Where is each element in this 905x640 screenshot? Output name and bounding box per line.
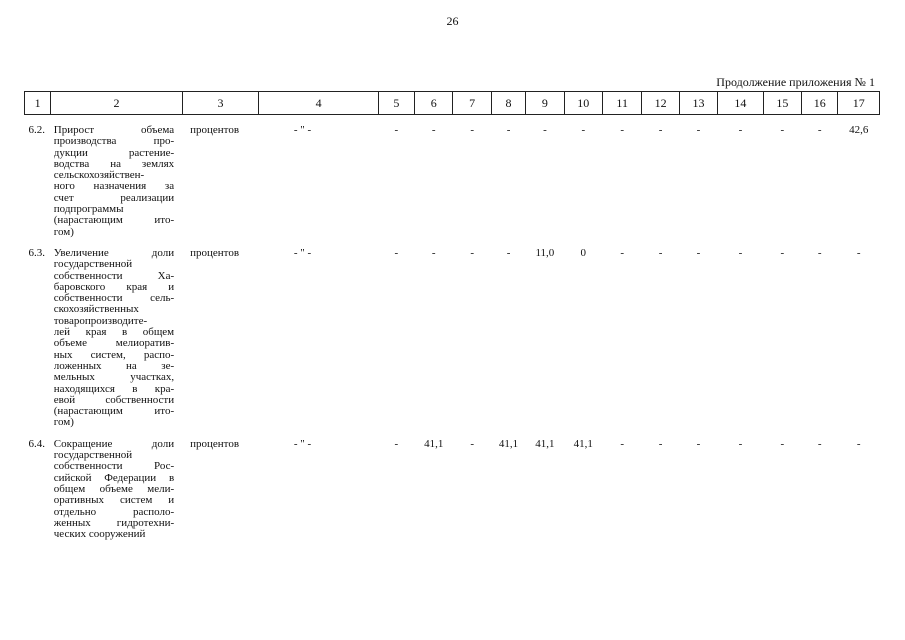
column-header: 4 [259,92,378,115]
value-cell: 41,1 [424,437,444,450]
value-cell: - [817,124,822,136]
column-header: 2 [51,92,182,115]
unit-cell: процентов [190,437,240,450]
description-line: скохозяйственных [53,304,139,316]
description-line: оративных систем и [53,495,175,507]
description-line: (нарастающим ито- [53,406,175,418]
value-cell: - [394,246,399,259]
value-cell: - [431,124,436,136]
value-cell: - [431,246,436,259]
indicator-description [51,248,182,429]
description-line: Увеличение доли [53,247,175,259]
column-header: 15 [763,92,801,115]
description-line: мельных участках, [53,372,175,384]
description-line: Прирост объема [53,125,175,136]
value-cell: 42,6 [849,124,869,136]
value-cell: - [780,246,785,259]
column-header: 10 [564,92,602,115]
description-line: счет реализации [53,192,175,204]
value-cell: 41,1 [498,437,519,450]
value-cell: - [696,246,701,259]
description-line: ческих сооружений [53,529,146,541]
table-header-row [25,92,880,115]
column-header: 17 [838,92,880,115]
description-line: отдельно располо- [53,506,175,518]
value-cell: - [658,246,663,259]
value-cell: 41,1 [573,437,593,450]
table-row [25,125,880,238]
column-header: 8 [491,92,525,115]
description-line: (нарастающим ито- [53,215,175,227]
value-cell: - [620,124,625,136]
column-header: 11 [602,92,641,115]
description-line: подпрограммы [53,204,124,216]
value-cell: - [780,437,785,450]
table-row [25,248,880,429]
source-cell: - " - [293,124,312,136]
value-cell: - [738,124,743,136]
value-cell: - [470,246,474,259]
value-cell: - [658,437,663,450]
description-line: находящихся в кра- [53,383,175,395]
description-line: собственности сель- [53,293,175,305]
value-cell: - [470,124,474,136]
description-line: товаропроизводите- [53,315,148,327]
description-line: евой собственности [53,394,175,406]
value-cell: - [506,124,511,136]
value-cell: - [620,437,625,450]
value-cell: - [856,437,861,450]
column-header: 3 [182,92,259,115]
description-line: Сокращение доли [53,438,175,450]
spacer-cell [25,115,880,126]
row-spacer [25,429,880,439]
column-header: 1 [25,92,51,115]
value-cell: - [856,246,861,259]
column-header: 6 [415,92,453,115]
table-row [25,439,880,541]
table-body [25,115,880,541]
description-line: баровского края и [53,281,175,293]
value-cell: - [780,124,785,136]
description-line: ного назначения за [53,181,175,193]
description-line: водства на землях [53,158,175,170]
row-number: 6.3. [28,246,45,259]
column-header: 16 [802,92,838,115]
spacer-cell [25,238,880,248]
row-number: 6.2. [28,124,45,136]
page-number: 26 [446,14,459,28]
value-cell: - [738,437,743,450]
value-cell: - [470,437,474,450]
description-line: сийской Федерации в [53,472,175,484]
column-header: 7 [453,92,491,115]
description-line: ложенных на зе- [53,360,175,372]
description-line: гом) [53,417,74,429]
description-line: производства про- [53,136,175,148]
column-header: 12 [642,92,679,115]
unit-cell: процентов [190,124,240,136]
spacer-cell [25,429,880,439]
description-line: сельскохозяйствен- [53,170,145,182]
value-cell: - [581,124,586,136]
value-cell: - [620,246,625,259]
indicator-description [51,439,182,541]
indicator-description [51,125,182,238]
unit-cell: процентов [190,246,240,259]
value-cell: - [738,246,743,259]
continuation-caption: Продолжение приложения № 1 [716,75,875,89]
description-line: женных гидротехни- [53,517,175,529]
description-line: собственности Рос- [53,461,175,473]
column-header: 9 [526,92,564,115]
value-cell: - [506,246,511,259]
value-cell: - [817,246,822,259]
value-cell: - [394,437,399,450]
description-line: государственной [53,450,133,462]
value-cell: - [696,437,701,450]
source-cell: - " - [293,437,312,450]
value-cell: - [696,124,701,136]
row-spacer [25,115,880,126]
indicators-table [24,91,880,540]
description-line: ных систем, распо- [53,349,175,361]
value-cell: - [543,124,547,136]
description-line: общем объеме мели- [53,483,175,495]
description-line: дукции растение- [53,147,175,159]
column-header: 14 [718,92,763,115]
value-cell: 11,0 [535,246,555,259]
column-header: 13 [679,92,717,115]
description-line: гом) [53,226,74,238]
description-line: государственной [53,259,133,271]
column-header: 5 [378,92,414,115]
description-line: объеме мелиоратив- [53,338,175,350]
value-cell: - [658,124,663,136]
row-spacer [25,238,880,248]
value-cell: - [817,437,822,450]
value-cell: 41,1 [535,437,555,450]
source-cell: - " - [293,246,312,259]
description-line: лей края в общем [53,327,175,339]
value-cell: 0 [580,246,587,259]
row-number: 6.4. [28,437,45,450]
value-cell: - [394,124,399,136]
description-line: собственности Ха- [53,270,175,282]
